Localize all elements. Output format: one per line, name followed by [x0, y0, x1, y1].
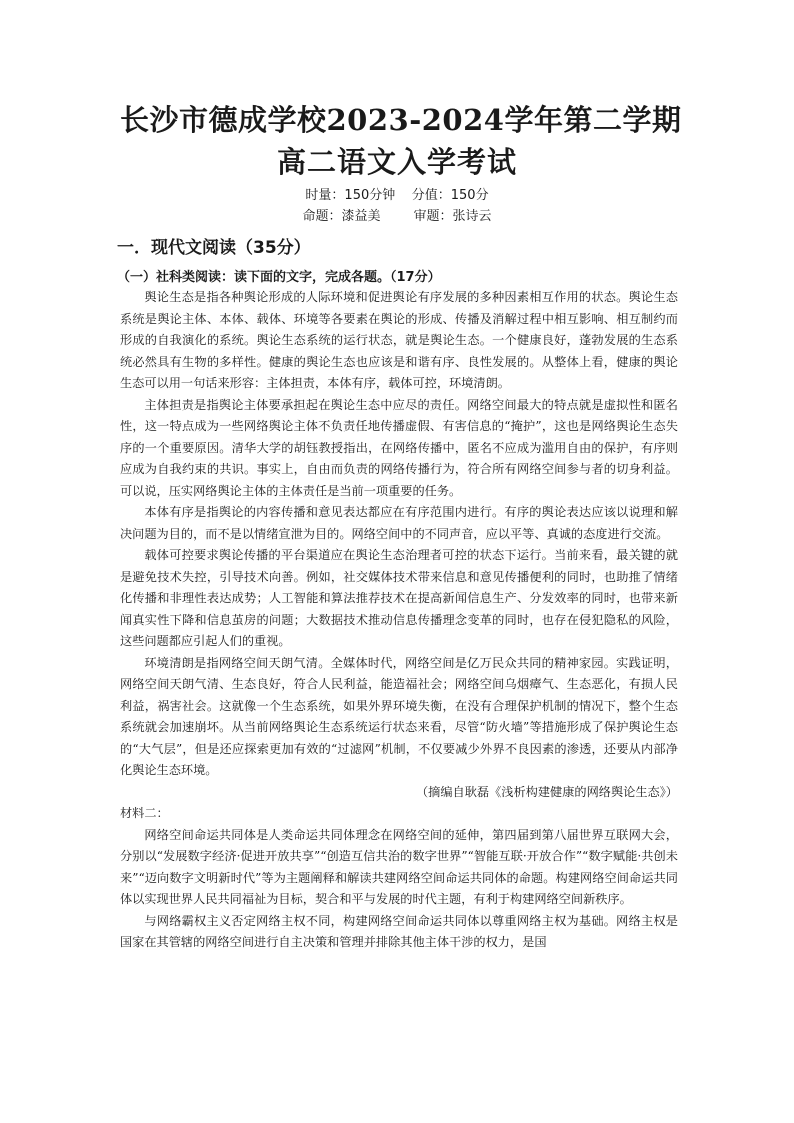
section-subheading: （一）社科类阅读：读下面的文字，完成各题。（17分） — [117, 270, 441, 285]
material2-label: 材料二： — [120, 806, 169, 820]
citation: （摘编自耿磊《浅析构建健康的网络舆论生态》） — [415, 784, 678, 799]
material2-paragraph-1: 网络空间命运共同体是人类命运共同体理念在网络空间的延伸，第四届到第八届世界互联网大会，分别以“发展数字经济·促进开放共享”“创造互信共治的数字世界”“智能互联·开放合作”“数字赋能·共创未来”“迈向数字文明新时代”等为主题阐释和解读共建网络空间命运共同体的命题。构建网络空间命运共同体以实现世界人民共同福祉为目标，契合和平与发展的时代主题，有利于构建网络空间新秩序。 — [120, 827, 678, 906]
exam-time-score: 时量：150分钟 分值：150分 — [305, 188, 489, 203]
paragraph-2: 主体担责是指舆论主体要承担起在舆论生态中应尽的责任。网络空间最大的特点就是虚拟性和匿名性，这一特点成为一些网络舆论主体不负责任地传播虚假、有害信息的“掩护”，这也是网络舆论生态失序的一个重要原因。清华大学的胡钰教授指出，在网络传播中，匿名不应成为滥用自由的保护，有序则应成为自我约束的共识。事实上，自由而负责的网络传播行为，符合所有网络空间参与者的切身利益。可以说，压实网络舆论主体的主体责任是当前一项重要的任务。 — [120, 397, 678, 498]
material2-paragraph-2: 与网络霸权主义否定网络主权不同，构建网络空间命运共同体以尊重网络主权为基础。网络主权是国家在其管辖的网络空间进行自主决策和管理并排除其他主体干涉的权力，是国 — [120, 913, 678, 949]
paragraph-1: 舆论生态是指各种舆论形成的人际环境和促进舆论有序发展的多种因素相互作用的状态。舆论生态系统是舆论主体、本体、载体、环境等各要素在舆论的形成、传播及消解过程中相互影响、相互制约而形成的自我演化的系统。舆论生态系统的运行状态，就是舆论生态。一个健康良好，蓬勃发展的生态系统必然具有生物的多样性。健康的舆论生态也应该是和谐有序、良性发展的。从整体上看，健康的舆论生态可以用一句话来形容：主体担责，本体有序，载体可控，环境清朗。 — [120, 290, 678, 390]
exam-title-line1: 长沙市德成学校2023-2024学年第二学期 — [120, 103, 682, 137]
exam-authors: 命题：漆益美 审题：张诗云 — [302, 209, 492, 224]
paragraph-5: 环境清朗是指网络空间天朗气清。全媒体时代，网络空间是亿万民众共同的精神家园。实践证明，网络空间天朗气清、生态良好，符合人民利益，能造福社会；网络空间乌烟瘴气、生态恶化，有损人民利益，祸害社会。这就像一个生态系统，如果外界环境失衡，在没有合理保护机制的情况下，整个生态系统就会加速崩坏。从当前网络舆论生态系统运行状态来看，尽管“防火墙”等措施形成了保护舆论生态的“大气层”，但是还应探索更加有效的“过滤网”机制，不仅要减少外界不良因素的渗透，还要从内部净化舆论生态环境。 — [120, 655, 678, 777]
section-heading: 一．现代文阅读（35分） — [117, 238, 311, 258]
paragraph-3: 本体有序是指舆论的内容传播和意见表达都应在有序范围内进行。有序的舆论表达应该以说理和解决问题为目的，而不是以情绪宣泄为目的。网络空间中的不同声音，应以平等、真诚的态度进行交流。 — [120, 505, 678, 541]
exam-title-line2: 高二语文入学考试 — [276, 145, 517, 179]
paragraph-4: 载体可控要求舆论传播的平台渠道应在舆论生态治理者可控的状态下运行。当前来看，最关键的就是避免技术失控，引导技术向善。例如，社交媒体技术带来信息和意见传播便利的同时，也助推了情绪化传播和非理性表达成势；人工智能和算法推荐技术在提高新闻信息生产、分发效率的同时，也带来新闻真实性下降和信息茧房的问题；大数据技术推动信息传播理念变革的同时，也存在侵犯隐私的风险，这些问题都应引起人们的重视。 — [120, 548, 678, 648]
reading-passage — [120, 287, 678, 954]
